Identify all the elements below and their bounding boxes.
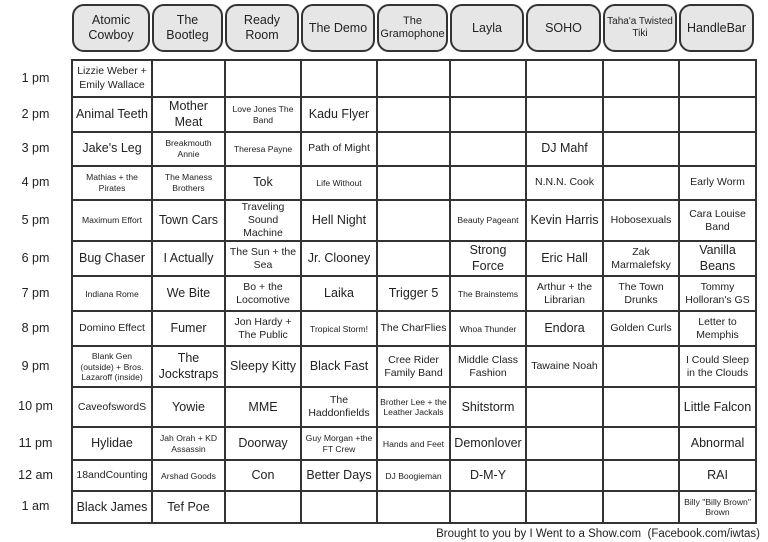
empty-cell: [603, 97, 679, 132]
time-label: 8 pm: [21, 320, 50, 335]
schedule-row: [72, 97, 756, 132]
band-cell: The CharFlies: [377, 311, 450, 346]
empty-cell: [526, 387, 603, 427]
band-cell: Blank Gen (outside) + Bros. Lazaroff (inside): [72, 346, 152, 387]
venue-header: SOHO: [526, 4, 601, 52]
band-cell: Theresa Payne: [225, 132, 301, 166]
band-cell: The Maness Brothers: [152, 166, 225, 200]
band-cell: N.N.N. Cook: [526, 166, 603, 200]
venue-header: HandleBar: [679, 4, 754, 52]
band-cell: Sleepy Kitty: [225, 346, 301, 387]
empty-cell: [152, 60, 225, 97]
empty-cell: [301, 60, 377, 97]
venue-header: Atomic Cowboy: [72, 4, 150, 52]
band-cell: Tawaine Noah: [526, 346, 603, 387]
time-label: 2 pm: [21, 106, 50, 121]
empty-cell: [603, 132, 679, 166]
empty-cell: [603, 387, 679, 427]
band-cell: RAI: [679, 460, 756, 491]
schedule-row: [72, 311, 756, 346]
band-cell: Eric Hall: [526, 241, 603, 276]
band-cell: Life Without: [301, 166, 377, 200]
empty-cell: [377, 60, 450, 97]
empty-cell: [450, 132, 526, 166]
band-cell: Laika: [301, 276, 377, 311]
band-cell: Shitstorm: [450, 387, 526, 427]
time-label: 5 pm: [21, 212, 50, 227]
empty-cell: [377, 491, 450, 523]
band-cell: Tef Poe: [152, 491, 225, 523]
time-label: 3 pm: [21, 141, 50, 155]
band-cell: Indiana Rome: [72, 276, 152, 311]
band-cell: The Jockstraps: [152, 346, 225, 387]
empty-cell: [377, 132, 450, 166]
empty-cell: [377, 166, 450, 200]
band-cell: Brother Lee + the Leather Jackals: [377, 387, 450, 427]
band-cell: Middle Class Fashion: [450, 346, 526, 387]
band-cell: Black James: [72, 491, 152, 523]
band-cell: Tok: [225, 166, 301, 200]
band-cell: Animal Teeth: [72, 97, 152, 132]
band-cell: Better Days: [301, 460, 377, 491]
band-cell: I Could Sleep in the Clouds: [679, 346, 756, 387]
band-cell: Hylidae: [72, 427, 152, 460]
band-cell: Letter to Memphis: [679, 311, 756, 346]
band-cell: Tommy Holloran's GS: [679, 276, 756, 311]
band-cell: Jah Orah + KD Assassin: [152, 427, 225, 460]
band-cell: Love Jones The Band: [225, 97, 301, 132]
empty-cell: [301, 491, 377, 523]
empty-cell: [526, 97, 603, 132]
band-cell: Black Fast: [301, 346, 377, 387]
empty-cell: [603, 166, 679, 200]
band-cell: Mother Meat: [152, 97, 225, 132]
band-cell: DJ Mahf: [526, 132, 603, 166]
band-cell: Kadu Flyer: [301, 97, 377, 132]
schedule-row: [72, 200, 756, 241]
time-label: 9 pm: [21, 358, 50, 373]
band-cell: Path of Might: [301, 132, 377, 166]
band-cell: Beauty Pageant: [450, 200, 526, 241]
time-label: 10 pm: [18, 399, 53, 414]
band-cell: DJ Boogieman: [377, 460, 450, 491]
band-cell: Trigger 5: [377, 276, 450, 311]
venue-header: The Gramophone: [377, 4, 448, 52]
band-cell: Hell Night: [301, 200, 377, 241]
band-cell: The Sun + the Sea: [225, 241, 301, 276]
empty-cell: [603, 427, 679, 460]
band-cell: The Haddonfields: [301, 387, 377, 427]
empty-cell: [225, 491, 301, 523]
schedule-row: [72, 276, 756, 311]
schedule-grid: [71, 59, 757, 524]
band-cell: Abnormal: [679, 427, 756, 460]
schedule-row: [72, 60, 756, 97]
venue-header: The Demo: [301, 4, 375, 52]
band-cell: Mathias + the Pirates: [72, 166, 152, 200]
band-cell: Strong Force: [450, 241, 526, 276]
schedule-row: [72, 132, 756, 166]
band-cell: We Bite: [152, 276, 225, 311]
venue-header-row: [71, 4, 755, 52]
band-cell: Maximum Effort: [72, 200, 152, 241]
time-column: [0, 59, 71, 522]
venue-header: Taha'a Twisted Tiki: [603, 4, 677, 52]
band-cell: Golden Curls: [603, 311, 679, 346]
band-cell: Tropical Storm!: [301, 311, 377, 346]
empty-cell: [526, 427, 603, 460]
band-cell: Early Worm: [679, 166, 756, 200]
band-cell: Arthur + the Librarian: [526, 276, 603, 311]
band-cell: Hands and Feet: [377, 427, 450, 460]
empty-cell: [679, 97, 756, 132]
time-label: 7 pm: [21, 285, 50, 300]
band-cell: Whoa Thunder: [450, 311, 526, 346]
venue-header: The Bootleg: [152, 4, 223, 52]
time-label: 4 pm: [21, 175, 50, 189]
band-cell: Hobosexuals: [603, 200, 679, 241]
band-cell: MME: [225, 387, 301, 427]
time-label: 1 am: [21, 499, 50, 514]
time-label: 11 pm: [18, 435, 53, 450]
empty-cell: [603, 60, 679, 97]
empty-cell: [603, 491, 679, 523]
venue-header: Ready Room: [225, 4, 299, 52]
band-cell: Vanilla Beans: [679, 241, 756, 276]
empty-cell: [526, 460, 603, 491]
venue-header: Layla: [450, 4, 524, 52]
time-label: 12 am: [18, 467, 53, 482]
schedule-row: [72, 166, 756, 200]
band-cell: Jon Hardy + The Public: [225, 311, 301, 346]
band-cell: Fumer: [152, 311, 225, 346]
empty-cell: [377, 200, 450, 241]
schedule-row: [72, 491, 756, 523]
empty-cell: [377, 97, 450, 132]
empty-cell: [603, 460, 679, 491]
band-cell: Endora: [526, 311, 603, 346]
band-cell: Domino Effect: [72, 311, 152, 346]
empty-cell: [450, 97, 526, 132]
band-cell: I Actually: [152, 241, 225, 276]
band-cell: Jake's Leg: [72, 132, 152, 166]
credit-footer: Brought to you by I Went to a Show.com (Facebook.com/iwtas): [436, 528, 760, 541]
empty-cell: [679, 132, 756, 166]
band-cell: Demonlover: [450, 427, 526, 460]
empty-cell: [679, 60, 756, 97]
empty-cell: [377, 241, 450, 276]
band-cell: Cara Louise Band: [679, 200, 756, 241]
band-cell: Billy "Billy Brown" Brown: [679, 491, 756, 523]
band-cell: Town Cars: [152, 200, 225, 241]
band-cell: The Brainstems: [450, 276, 526, 311]
band-cell: Lizzie Weber + Emily Wallace: [72, 60, 152, 97]
band-cell: Con: [225, 460, 301, 491]
empty-cell: [450, 60, 526, 97]
empty-cell: [225, 60, 301, 97]
schedule-row: [72, 427, 756, 460]
schedule-row: [72, 387, 756, 427]
time-label: 6 pm: [21, 250, 50, 265]
schedule-row: [72, 460, 756, 491]
band-cell: The Town Drunks: [603, 276, 679, 311]
band-cell: Zak Marmalefsky: [603, 241, 679, 276]
band-cell: D-M-Y: [450, 460, 526, 491]
band-cell: Traveling Sound Machine: [225, 200, 301, 241]
band-cell: CaveofswordS: [72, 387, 152, 427]
schedule-row: [72, 241, 756, 276]
band-cell: Little Falcon: [679, 387, 756, 427]
empty-cell: [526, 60, 603, 97]
band-cell: Guy Morgan +the FT Crew: [301, 427, 377, 460]
empty-cell: [450, 491, 526, 523]
time-label: 1 pm: [21, 70, 50, 85]
empty-cell: [603, 346, 679, 387]
band-cell: Arshad Goods: [152, 460, 225, 491]
band-cell: Kevin Harris: [526, 200, 603, 241]
empty-cell: [526, 491, 603, 523]
band-cell: Yowie: [152, 387, 225, 427]
band-cell: 18andCounting: [72, 460, 152, 491]
band-cell: Breakmouth Annie: [152, 132, 225, 166]
band-cell: Bug Chaser: [72, 241, 152, 276]
band-cell: Cree Rider Family Band: [377, 346, 450, 387]
band-cell: Doorway: [225, 427, 301, 460]
band-cell: Bo + the Locomotive: [225, 276, 301, 311]
band-cell: Jr. Clooney: [301, 241, 377, 276]
empty-cell: [450, 166, 526, 200]
schedule-row: [72, 346, 756, 387]
